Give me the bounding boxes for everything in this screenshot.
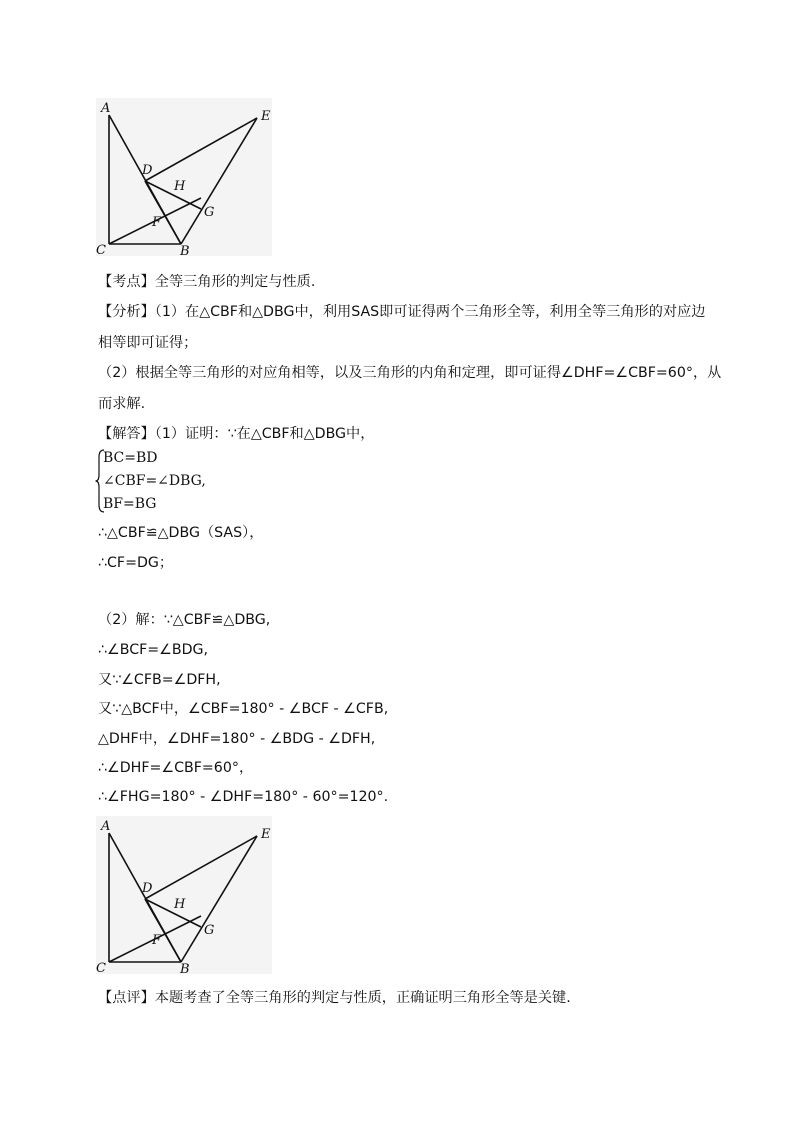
system-row-2: ∠CBF=∠DBG, <box>103 473 206 489</box>
proof-2-line-4: 又∵△BCF中，∠CBF=180° - ∠BCF - ∠CFB, <box>98 701 389 717</box>
label-B: B <box>180 244 190 256</box>
kaodian-line: 【考点】全等三角形的判定与性质. <box>98 274 316 290</box>
proof-1-line-2: ∴CF=DG； <box>98 555 174 571</box>
proof-2-line-1: （2）解：∵△CBF≌△DBG, <box>98 612 271 628</box>
system-row-1: BC=BD <box>103 450 158 466</box>
proof-2-line-2: ∴∠BCF=∠BDG, <box>98 642 209 658</box>
label-B-2: B <box>180 962 190 974</box>
fenxi-line-4: 而求解. <box>98 396 146 412</box>
label-D: D <box>142 163 153 178</box>
proof-2-line-3: 又∵∠CFB=∠DFH, <box>98 672 221 688</box>
triangle-diagram-2 <box>96 816 272 974</box>
geometry-figure-top <box>96 98 272 256</box>
fenxi-line-3: （2）根据全等三角形的对应角相等，以及三角形的内角和定理，即可证得∠DHF=∠CBF=60°，从 <box>98 365 722 381</box>
dianping-line: 【点评】本题考查了全等三角形的判定与性质，正确证明三角形全等是关键. <box>98 990 571 1006</box>
label-F-2: F <box>152 933 162 948</box>
equation-system <box>95 449 235 513</box>
proof-1-line-1: ∴△CBF≌△DBG（SAS）， <box>98 525 264 541</box>
label-E: E <box>261 109 271 124</box>
fenxi-line-1: 【分析】（1）在△CBF和△DBG中，利用SAS即可证得两个三角形全等，利用全等三角形的对应边 <box>98 304 706 320</box>
fenxi-line-2: 相等即可证得； <box>98 335 198 351</box>
label-G: G <box>204 205 215 220</box>
label-D-2: D <box>142 881 153 896</box>
label-F: F <box>152 215 162 230</box>
triangle-diagram <box>96 98 272 256</box>
geometry-figure-bottom <box>96 816 272 974</box>
jieda-line: 【解答】（1）证明：∵在△CBF和△DBG中， <box>98 426 375 442</box>
system-row-3: BF=BG <box>103 496 157 512</box>
proof-2-line-5: △DHF中，∠DHF=180° - ∠BDG - ∠DFH, <box>98 731 376 747</box>
label-H: H <box>174 179 186 194</box>
label-C: C <box>96 243 106 256</box>
label-H-2: H <box>174 897 186 912</box>
label-E-2: E <box>261 827 271 842</box>
proof-2-line-7: ∴∠FHG=180° - ∠DHF=180° - 60°=120°. <box>98 789 389 805</box>
label-A: A <box>101 101 111 116</box>
label-C-2: C <box>96 961 106 974</box>
label-G-2: G <box>204 923 215 938</box>
proof-2-line-6: ∴∠DHF=∠CBF=60°， <box>98 760 254 776</box>
label-A-2: A <box>101 819 111 834</box>
